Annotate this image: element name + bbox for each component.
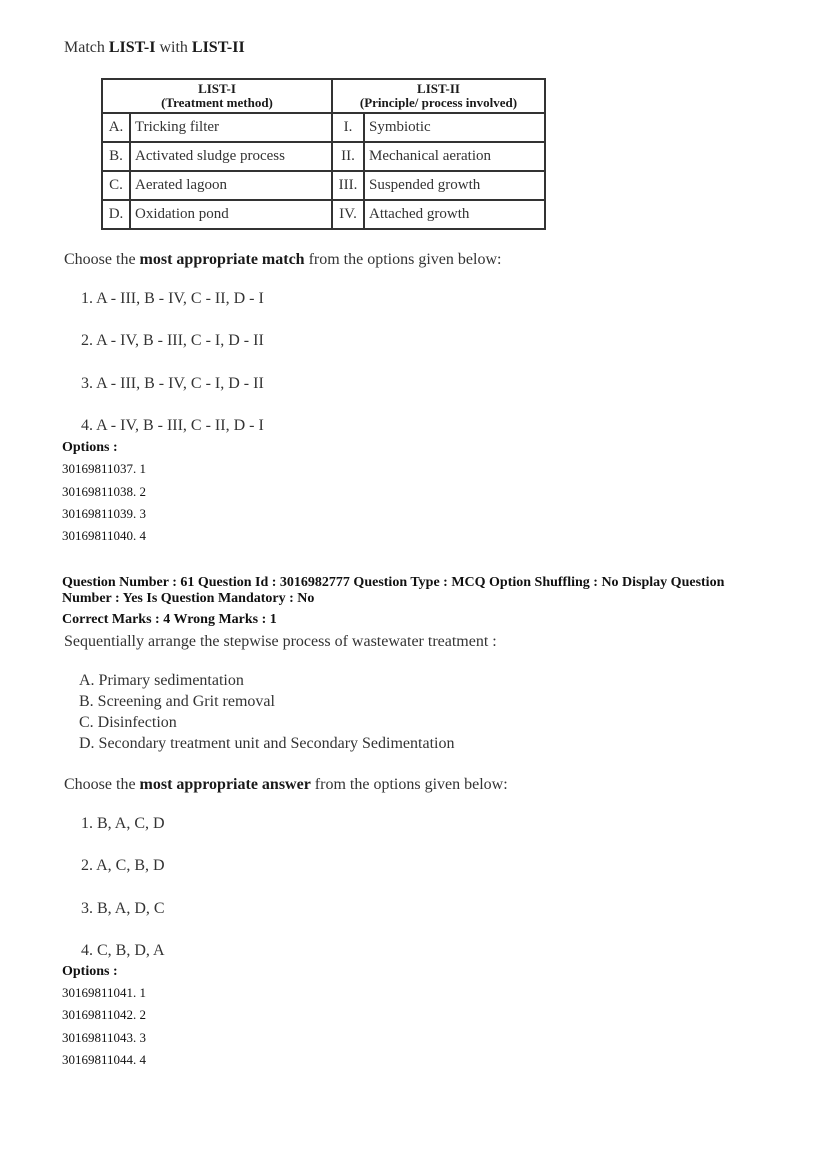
q2-option-id-1: 30169811041. 1 — [62, 985, 147, 1000]
principle: Attached growth — [364, 200, 545, 229]
principle: Mechanical aeration — [364, 142, 545, 171]
principle: Suspended growth — [364, 171, 545, 200]
q2-choice-2: 2. A, C, B, D — [81, 857, 165, 874]
q1-option-id-1: 30169811037. 1 — [62, 461, 147, 476]
q1-options-label: Options : — [62, 440, 118, 455]
q2-choice-1: 1. B, A, C, D — [81, 815, 165, 832]
instruction-text: Choose the — [64, 776, 140, 793]
q2-step-b: B. Screening and Grit removal — [79, 693, 275, 710]
q1-choice-4: 4. A - IV, B - III, C - II, D - I — [81, 417, 264, 434]
heading-list1: LIST-I — [108, 39, 156, 56]
instruction-bold: most appropriate answer — [139, 776, 311, 793]
row-letter: D. — [102, 200, 130, 229]
q2-meta-line-1: Question Number : 61 Question Id : 3016982777 Question Type : MCQ Option Shuffling : No Display Question — [62, 575, 725, 590]
table-row — [102, 200, 545, 229]
q2-option-id-3: 30169811043. 3 — [62, 1030, 147, 1045]
q2-meta-line-2: Number : Yes Is Question Mandatory : No — [62, 591, 315, 606]
match-table — [101, 78, 546, 230]
q2-options-label: Options : — [62, 964, 118, 979]
q1-option-id-3: 30169811039. 3 — [62, 506, 147, 521]
q1-choice-1: 1. A - III, B - IV, C - II, D - I — [81, 290, 264, 307]
q2-stem: Sequentially arrange the stepwise process of wastewater treatment : — [64, 633, 497, 650]
q2-step-d: D. Secondary treatment unit and Secondary Sedimentation — [79, 735, 455, 752]
q1-choose-instruction — [64, 250, 501, 270]
q2-choice-4: 4. C, B, D, A — [81, 942, 165, 959]
row-roman: III. — [332, 171, 364, 200]
list1-subtitle: (Treatment method) — [161, 95, 273, 110]
table-row — [102, 113, 545, 142]
q2-option-id-2: 30169811042. 2 — [62, 1007, 147, 1022]
list1-header — [102, 79, 332, 113]
table-row — [102, 142, 545, 171]
q1-heading — [64, 38, 245, 58]
q1-option-id-4: 30169811040. 4 — [62, 528, 147, 543]
heading-text: with — [155, 39, 192, 56]
row-roman: IV. — [332, 200, 364, 229]
heading-text: Match — [64, 39, 109, 56]
q2-choose-instruction — [64, 775, 508, 795]
q1-choice-3: 3. A - III, B - IV, C - I, D - II — [81, 375, 264, 392]
list2-header — [332, 79, 545, 113]
principle: Symbiotic — [364, 113, 545, 142]
treatment-method: Activated sludge process — [130, 142, 332, 171]
list1-title: LIST-I — [198, 81, 236, 96]
q2-choice-3: 3. B, A, D, C — [81, 900, 165, 917]
list2-title: LIST-II — [417, 81, 460, 96]
row-letter: A. — [102, 113, 130, 142]
q2-marks: Correct Marks : 4 Wrong Marks : 1 — [62, 612, 277, 627]
row-letter: C. — [102, 171, 130, 200]
instruction-text: from the options given below: — [304, 251, 502, 268]
list2-subtitle: (Principle/ process involved) — [359, 95, 518, 110]
treatment-method: Oxidation pond — [130, 200, 332, 229]
q1-option-id-2: 30169811038. 2 — [62, 484, 147, 499]
instruction-text: Choose the — [64, 251, 140, 268]
instruction-text: from the options given below: — [310, 776, 508, 793]
row-roman: II. — [332, 142, 364, 171]
row-roman: I. — [332, 113, 364, 142]
treatment-method: Tricking filter — [130, 113, 332, 142]
q2-step-c: C. Disinfection — [79, 714, 177, 731]
treatment-method: Aerated lagoon — [130, 171, 332, 200]
instruction-bold: most appropriate match — [139, 251, 305, 268]
q2-option-id-4: 30169811044. 4 — [62, 1052, 147, 1067]
q1-choice-2: 2. A - IV, B - III, C - I, D - II — [81, 332, 264, 349]
table-header-row — [102, 79, 545, 113]
q2-step-a: A. Primary sedimentation — [79, 672, 244, 689]
table-row — [102, 171, 545, 200]
heading-list2: LIST-II — [191, 39, 245, 56]
row-letter: B. — [102, 142, 130, 171]
